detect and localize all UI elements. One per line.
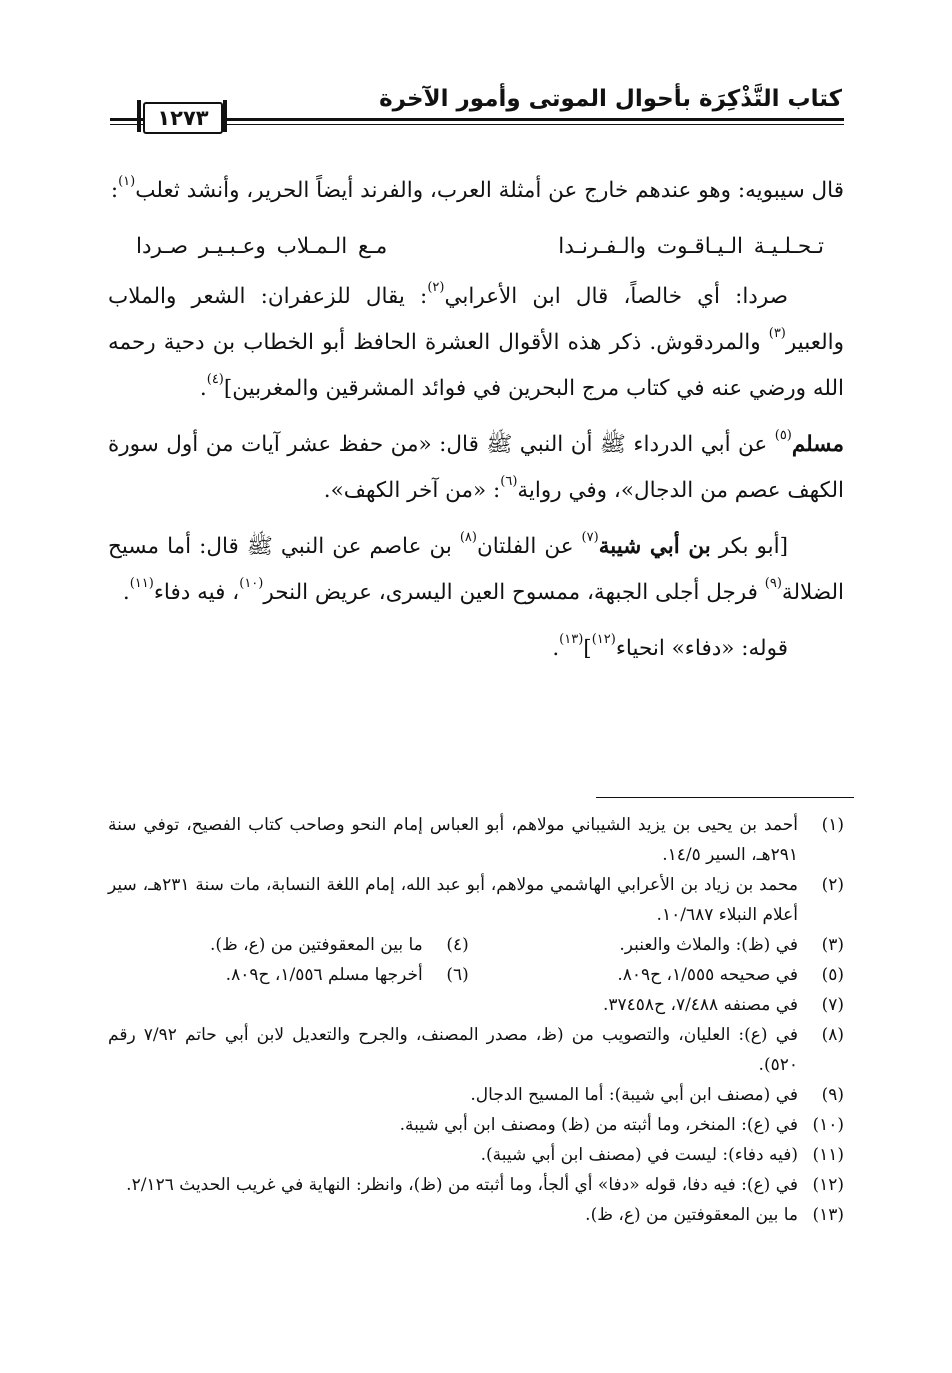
text-run: قوله: «دفاء» انحياء [615, 636, 788, 661]
footnote-4 [108, 930, 469, 960]
footnote-separator [596, 797, 854, 798]
footnote-text: في (ظ): والملاث والعنبر. [619, 935, 798, 955]
footnote-ref[interactable]: (١٢) [591, 631, 616, 647]
footnote-ref[interactable]: (٩) [764, 575, 782, 591]
footnote-ref[interactable]: (١) [118, 173, 136, 189]
footnote-number: (١١) [812, 1145, 844, 1165]
paragraph-sarda [108, 274, 844, 412]
footnote-5 [469, 960, 844, 990]
footnote-ref[interactable]: (٦) [500, 473, 518, 489]
footnote-13 [108, 1200, 844, 1230]
footnote-1 [108, 810, 844, 870]
footnote-6 [108, 960, 469, 990]
footnote-ref[interactable]: (١٣) [559, 631, 584, 647]
source-name-bold: مسلم [791, 432, 844, 457]
footnote-number: (١٠) [812, 1115, 844, 1135]
footnote-ref[interactable]: (٨) [459, 529, 477, 545]
text-run: . [552, 636, 560, 661]
text-run: [أبو بكر [710, 534, 788, 559]
text-run: : [110, 178, 119, 203]
footnote-ref[interactable]: (١١) [129, 575, 154, 591]
footnote-ref[interactable]: (١٠) [239, 575, 264, 591]
footnote-number: (٩) [821, 1085, 844, 1105]
footnote-number: (٨) [821, 1025, 844, 1045]
footnote-text: محمد بن زياد بن الأعرابي الهاشمي مولاهم، أبو عبد الله، إمام اللغة النسابة، مات سنة ٢٣١هـ، سير أعلام النبلاء ١٠/٦٨٧. [108, 875, 798, 925]
footnote-11 [108, 1140, 844, 1170]
footnote-number: (٤) [446, 935, 469, 955]
footnote-row-3-4 [108, 930, 844, 960]
text-run: صردا: أي خالصاً، قال ابن الأعرابي [444, 284, 788, 309]
text-run: . [199, 376, 207, 401]
footnote-text: في (مصنف ابن أبي شيبة): أما المسيح الدجال. [470, 1085, 798, 1105]
footnote-number: (١٢) [812, 1175, 844, 1195]
footnote-row-5-6 [108, 960, 844, 990]
verse-first-hemistich: تـحـلـيـة الـيـاقـوت والـفـرنـدا [558, 234, 824, 259]
running-header-title: كتاب التَّذْكِرَة بأحوال الموتى وأمور الآخرة [379, 86, 842, 112]
footnote-number: (٢) [821, 875, 844, 895]
footnote-text: أحمد بن يحيى بن يزيد الشيباني مولاهم، أبو العباس إمام النحو وصاحب كتاب الفصيح، توفي سنة ٢٩١هـ، السير ١٤/٥. [108, 815, 798, 865]
text-run: : «من آخر الكهف». [323, 478, 501, 503]
footnote-text: في مصنفه ٧/٤٨٨، ح٣٧٤٥٨. [603, 995, 798, 1015]
footnote-ref[interactable]: (٥) [774, 427, 792, 443]
text-run: عن أبي الدرداء ﷺ أن النبي ﷺ قال: «من حفظ عشر آيات من أول سورة الكهف عصم من الدجال»، وفي رواية [108, 432, 844, 503]
text-run: والمردقوش. ذكر هذه الأقوال العشرة الحافظ أبو الخطاب بن دحية رحمه الله ورضي عنه في كتاب مرج البحرين في فوائد المشرقين والمغربين] [108, 330, 844, 401]
footnotes [108, 810, 844, 1230]
footnote-text: (فيه دفاء): ليست في (مصنف ابن أبي شيبة). [480, 1145, 798, 1165]
footnote-ref[interactable]: (٢) [427, 279, 445, 295]
footnote-number: (١٣) [812, 1205, 844, 1225]
footnote-number: (٥) [821, 965, 844, 985]
footnote-3 [469, 930, 844, 960]
page-number: ١٢٧٣ [143, 102, 223, 134]
footnote-9 [108, 1080, 844, 1110]
footnote-number: (١) [821, 815, 844, 835]
footnote-text: ما بين المعقوفتين من (ع، ظ). [209, 935, 423, 955]
footnote-text: في (ع): فيه دفا، قوله «دفا» أي ألجأ، وما أثبته من (ظ)، وانظر: النهاية في غريب الحديث ٢/١٢٦. [126, 1175, 798, 1195]
text-run: ] [583, 636, 592, 661]
main-text [108, 168, 844, 672]
paragraph-abu-bakr [108, 524, 844, 616]
text-run: قال سيبويه: وهو عندهم خارج عن أمثلة العرب، والفرند أيضاً الحرير، وأنشد ثعلب [135, 178, 844, 203]
footnote-text: في (ع): المنخر، وما أثبته من (ظ) ومصنف ابن أبي شيبة. [399, 1115, 798, 1135]
footnote-number: (٣) [821, 935, 844, 955]
text-run: فرجل أجلى الجبهة، ممسوح العين اليسرى، عريض النحر [263, 580, 765, 605]
footnote-text: أخرجها مسلم ١/٥٥٦، ح٨٠٩. [225, 965, 423, 985]
footnote-number: (٦) [446, 965, 469, 985]
page-number-bar-left [137, 100, 141, 132]
footnote-12 [108, 1170, 844, 1200]
text-run: بن عاصم عن النبي ﷺ قال: أما مسيح الضلالة [108, 534, 844, 605]
footnote-text: في (ع): العليان، والتصويب من (ظ، مصدر المصنف، والجرح والتعديل لابن أبي حاتم ٧/٩٢ رقم ٥٢٠). [108, 1025, 798, 1075]
paragraph-dafa [108, 626, 844, 672]
footnote-2 [108, 870, 844, 930]
text-run: ، فيه دفاء [153, 580, 240, 605]
text-run: : يقال للزعفران: الشعر والملاب والعبير [108, 284, 844, 355]
footnote-8 [108, 1020, 844, 1080]
page-number-bar-right [223, 100, 227, 132]
footnote-text: في صحيحه ١/٥٥٥، ح٨٠٩. [617, 965, 798, 985]
source-name-bold: بن أبي شيبة [598, 534, 711, 559]
footnote-ref[interactable]: (٧) [581, 529, 599, 545]
footnote-10 [108, 1110, 844, 1140]
footnote-text: ما بين المعقوفتين من (ع، ظ). [585, 1205, 798, 1225]
footnote-7 [108, 990, 844, 1020]
footnote-number: (٧) [821, 995, 844, 1015]
text-run: عن الفلتان [476, 534, 582, 559]
paragraph-sibawayh [108, 168, 844, 214]
verse-second-hemistich: مـع الـمـلاب وعـبـيـر صـردا [136, 234, 388, 259]
footnote-ref[interactable]: (٤) [206, 371, 224, 387]
poetry-verse [108, 224, 844, 270]
paragraph-muslim [108, 422, 844, 514]
footnote-ref[interactable]: (٣) [768, 325, 786, 341]
text-run: . [122, 580, 130, 605]
